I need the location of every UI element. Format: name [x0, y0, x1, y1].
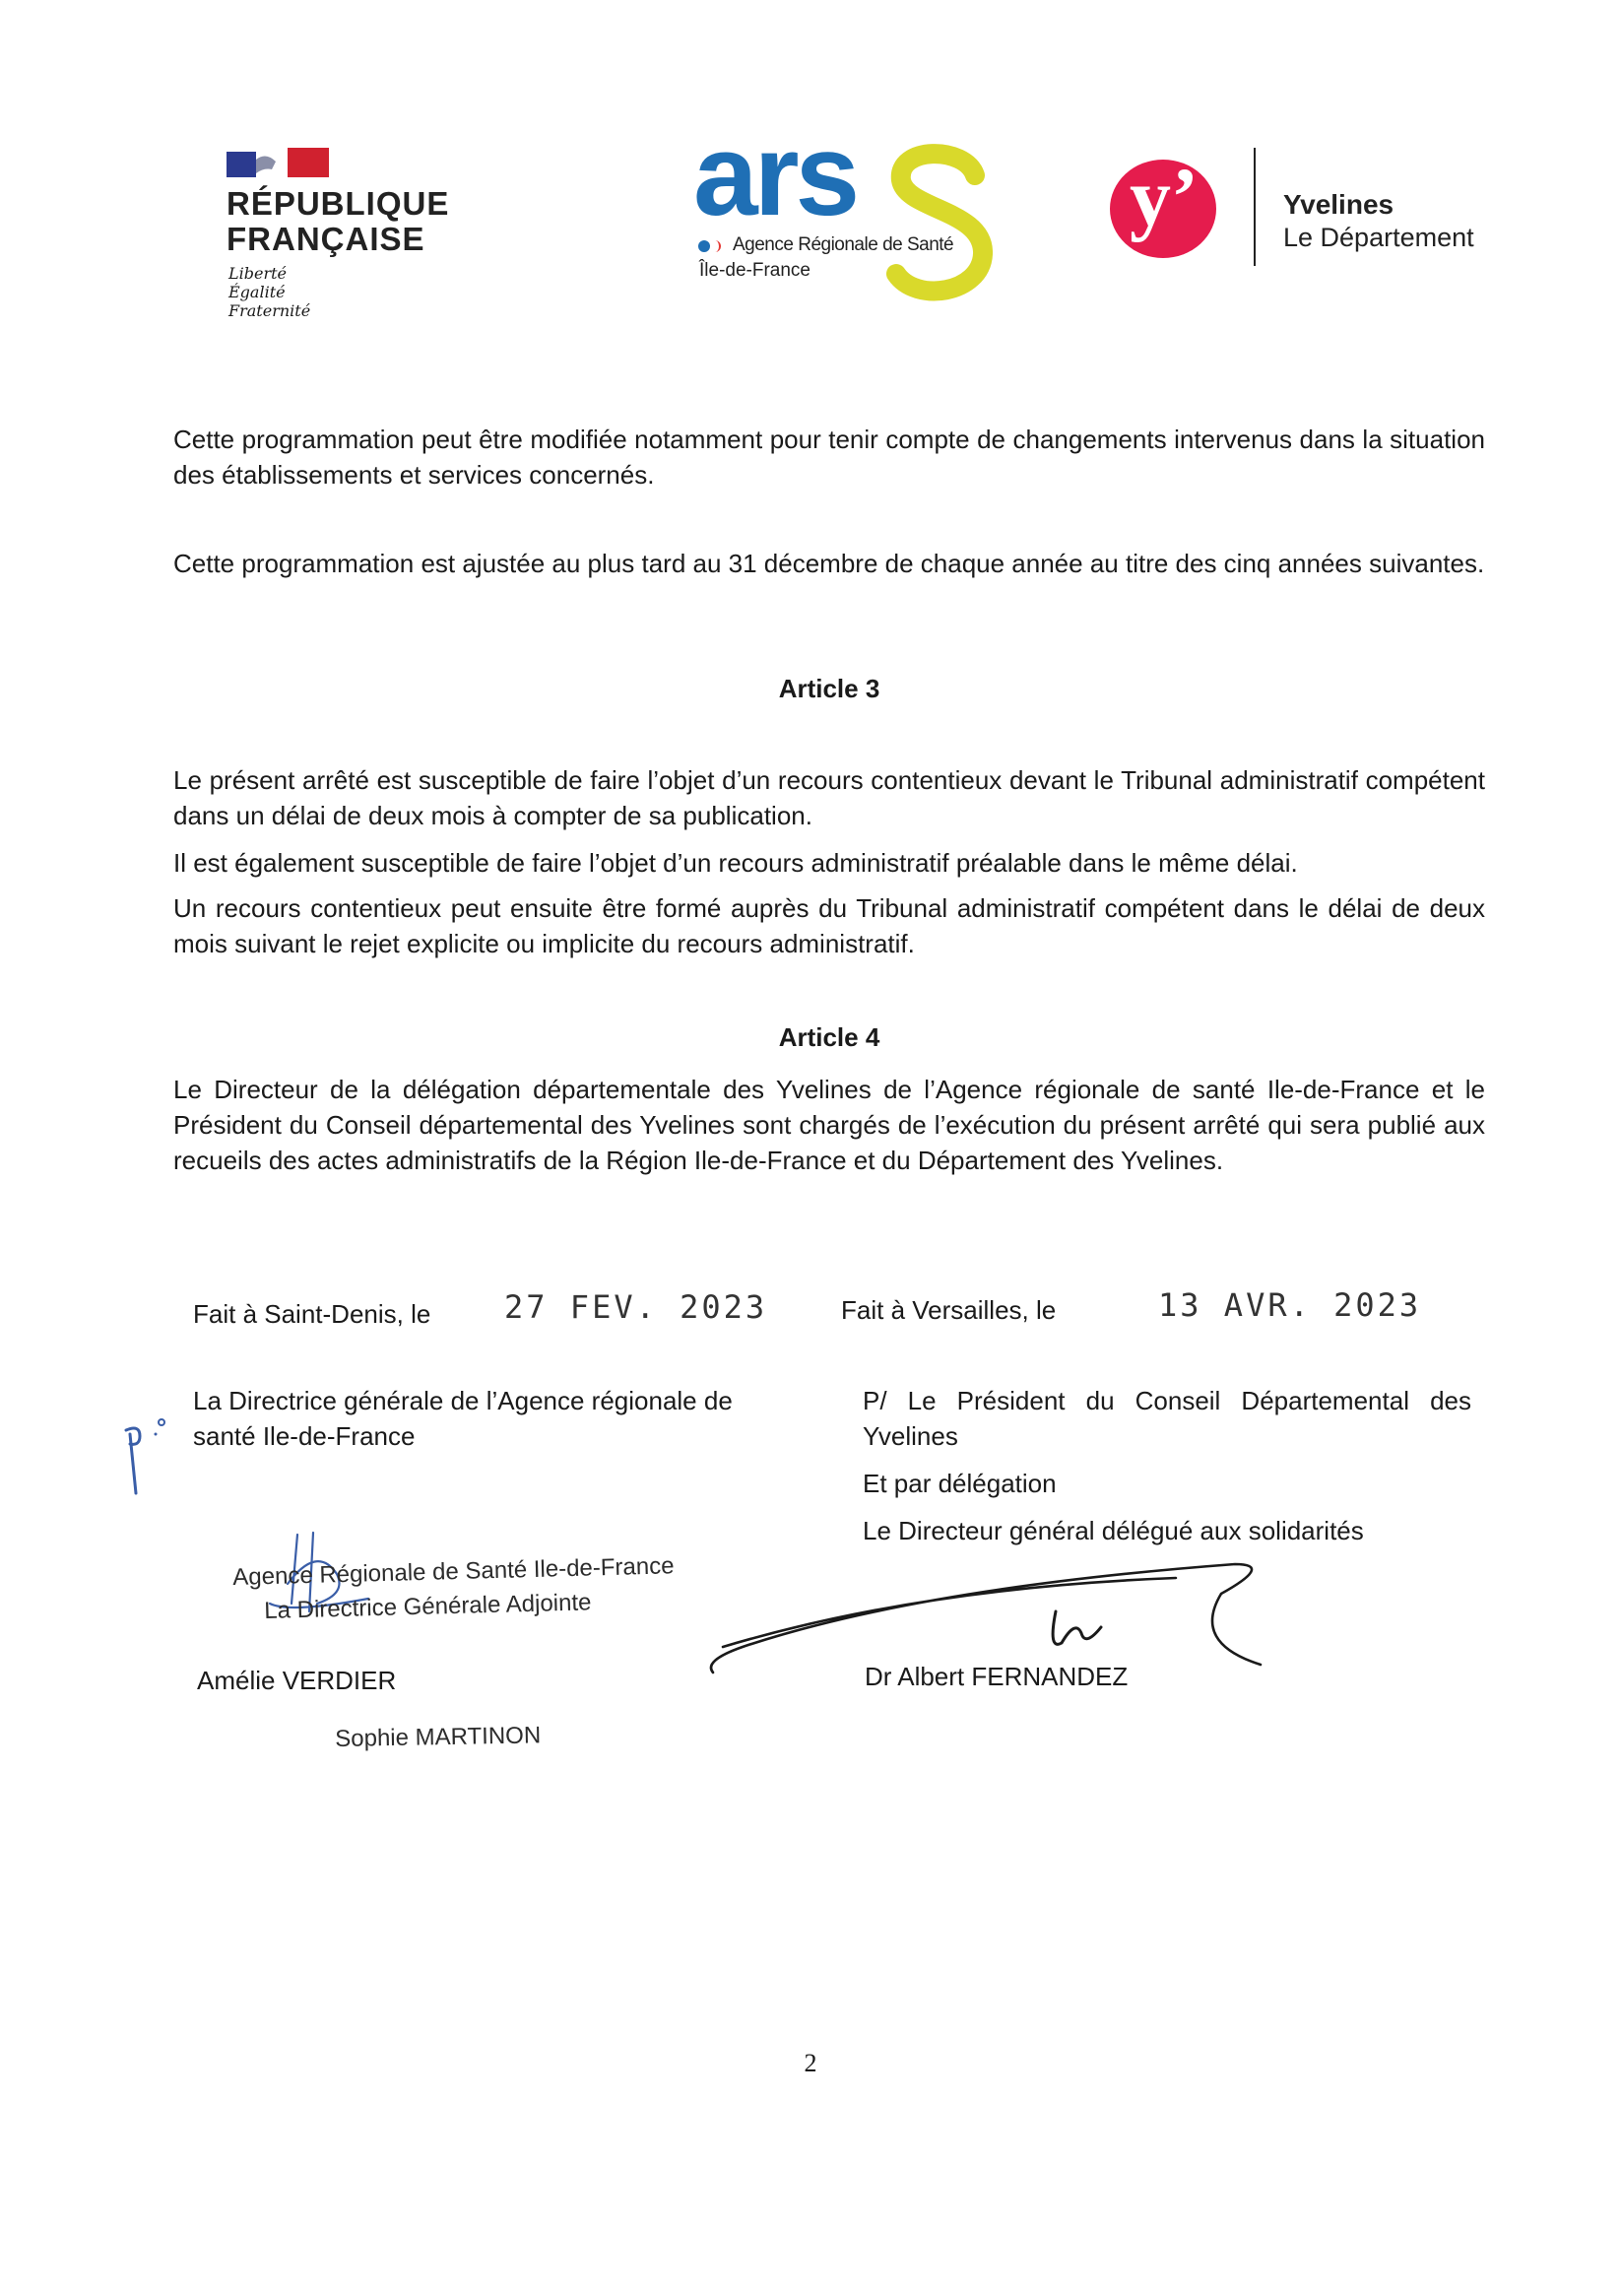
right-date-stamp: 13 AVR. 2023 — [1158, 1286, 1422, 1324]
article-4-paragraph-1: Le Directeur de la délégation départementale des Yvelines de l’Agence régionale de santé Ile-de-France et le Président du Conseil départemental des Yvelines sont chargés de l’exécution du présent arrêté qui sera publié aux recueils des actes administratifs de la Région Ile-de-France et du Département des Yvelines. — [173, 1075, 1485, 1175]
left-date-stamp: 27 FEV. 2023 — [504, 1288, 768, 1326]
ars-dots-icon — [697, 238, 727, 254]
paragraph-programmation-modification: Cette programmation peut être modifiée notamment pour tenir compte de changements intervenus dans la situation des établissements et services concernés. — [173, 425, 1485, 490]
ars-region: Île-de-France — [699, 260, 810, 281]
left-signatory-name: Amélie VERDIER — [197, 1666, 397, 1695]
marianne-flag-icon — [227, 148, 331, 181]
page-number: 2 — [804, 2049, 817, 2077]
yvelines-subtitle: Le Département — [1283, 223, 1474, 252]
yvelines-divider — [1254, 148, 1256, 266]
right-place-label: Fait à Versailles, le — [841, 1295, 1057, 1325]
motto-egalite: Égalité — [228, 283, 286, 301]
left-signer-name: Sophie MARTINON — [335, 1722, 542, 1752]
yvelines-logo — [1108, 148, 1502, 276]
article-3-paragraph-2: Il est également susceptible de faire l’objet d’un recours administratif préalable dans le même délai. — [173, 848, 1298, 878]
ars-letters: ars — [693, 110, 857, 240]
paragraph-programmation-ajustement: Cette programmation est ajustée au plus tard au 31 décembre de chaque année au titre des cinq années suivantes. — [173, 549, 1485, 578]
republique-line1: RÉPUBLIQUE — [227, 185, 450, 222]
article-3-heading: Article 3 — [778, 674, 880, 703]
republique-francaise-logo — [227, 146, 483, 333]
ars-s-curve-icon — [857, 136, 1005, 313]
right-role-text: Le Directeur général délégué aux solidarités — [863, 1516, 1364, 1545]
motto-fraternite: Fraternité — [228, 301, 311, 320]
left-signatory-title: La Directrice générale de l’Agence régionale de santé Ile-de-France — [193, 1386, 733, 1451]
article-3-paragraph-1: Le présent arrêté est susceptible de faire l’objet d’un recours contentieux devant le Tribunal administratif compétent dans un délai de deux mois à compter de sa publication. — [173, 765, 1485, 830]
right-signatory-title: P/ Le Président du Conseil Départemental des Yvelines — [863, 1386, 1471, 1451]
motto-liberte: Liberté — [228, 264, 287, 283]
ars-name: Agence Régionale de Santé — [733, 234, 954, 255]
yvelines-title: Yvelines — [1283, 189, 1394, 220]
left-stamp-line1: Agence Régionale de Santé Ile-de-France — [232, 1552, 675, 1591]
republique-line2: FRANÇAISE — [227, 221, 425, 257]
ars-logo — [689, 110, 1005, 315]
right-delegation-text: Et par délégation — [863, 1469, 1057, 1498]
right-signatory-name: Dr Albert FERNANDEZ — [865, 1662, 1129, 1691]
left-stamp-line2: La Directrice Générale Adjointe — [264, 1589, 592, 1624]
article-3-paragraph-3: Un recours contentieux peut ensuite être formé auprès du Tribunal administratif compétent dans le délai de deux mois suivant le rejet explicite ou implicite du recours administratif. — [173, 893, 1485, 958]
left-place-label: Fait à Saint-Denis, le — [193, 1299, 431, 1329]
initials-mark-icon — [118, 1410, 177, 1499]
yvelines-mark: y’ — [1130, 152, 1199, 243]
article-4-heading: Article 4 — [778, 1022, 880, 1052]
